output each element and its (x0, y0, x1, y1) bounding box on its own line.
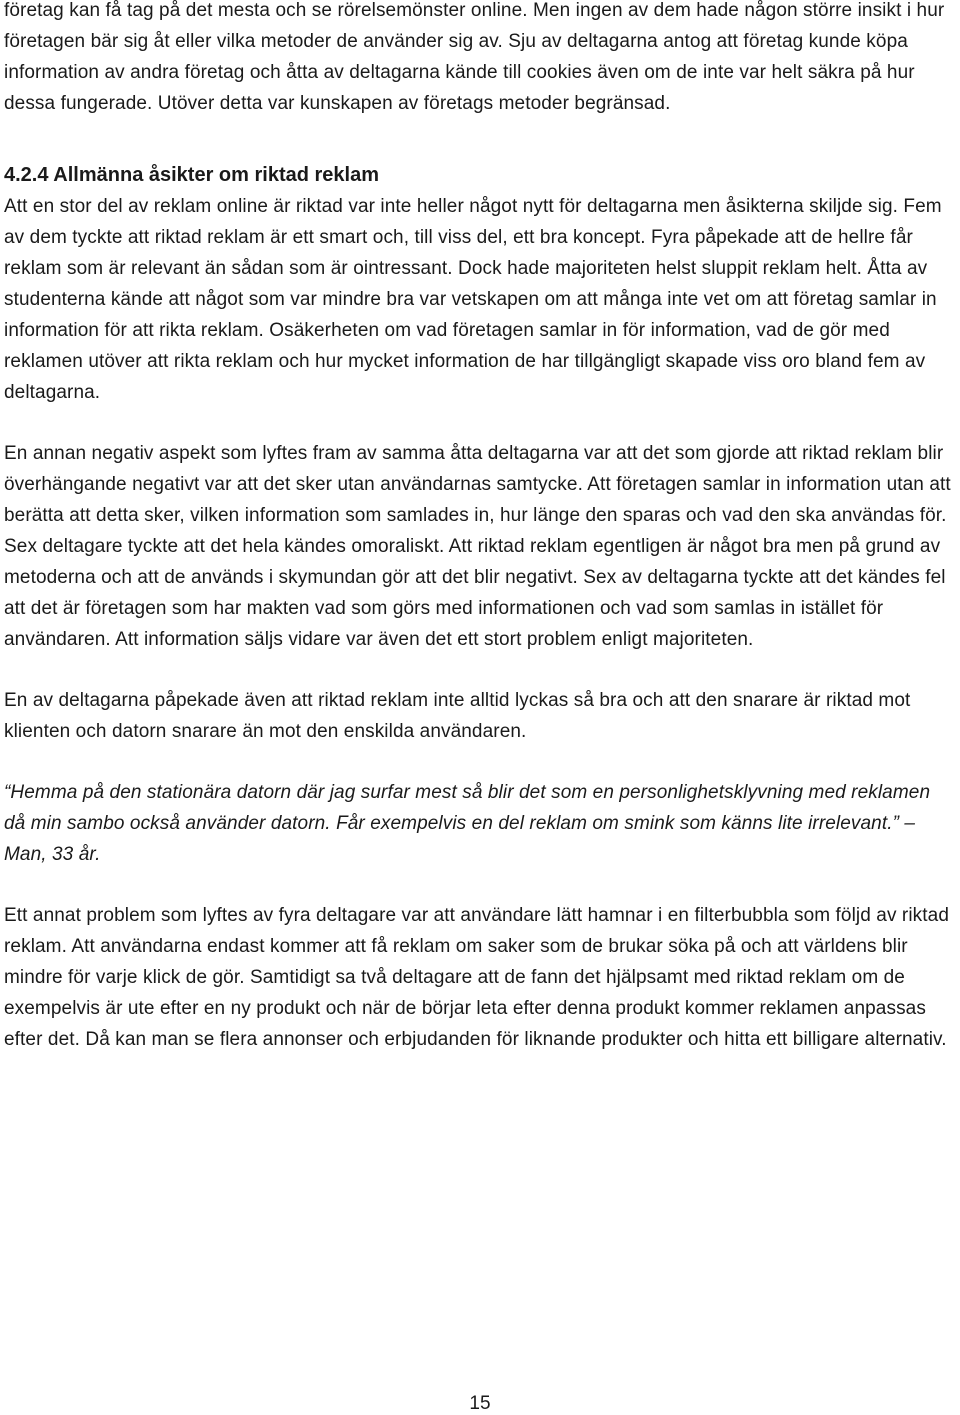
page-number: 15 (469, 1393, 491, 1414)
section-heading: 4.2.4 Allmänna åsikter om riktad reklam (4, 164, 379, 186)
paragraph-opinions: Att en stor del av reklam online är riktad var inte heller något nytt för deltagarna men åsikterna skiljde sig. Fem av dem tyckte att riktad reklam är ett smart och, till viss del, ett bra koncept. Fyra påpekade att de hellre får reklam som är relevant än sådan som är ointressant. Dock hade majoriteten helst sluppit reklam helt. Åtta av studenterna kände att något som var mindre bra var vetskapen om att många inte vet om att företag samlar in information för att rikta reklam. Osäkerheten om vad företagen samlar in för information, vad de gör med reklamen utöver att rikta reklam och hur mycket information de har tillgängligt skapade viss oro bland fem av deltagarna. (4, 196, 942, 403)
paragraph-client-targeting: En av deltagarna påpekade även att riktad reklam inte alltid lyckas så bra och att den snarare är riktad mot klienten och datorn snarare än mot den enskilda användaren. (4, 690, 911, 742)
participant-quote: “Hemma på den stationära datorn där jag surfar mest så blir det som en personlighetsklyvning med reklamen då min sambo också använder datorn. Får exempelvis en del reklam om smink som känns lite irrelevant.” – Man, 33 år. (4, 782, 931, 865)
document-page (4, 0, 956, 1055)
paragraph-filter-bubble: Ett annat problem som lyftes av fyra deltagare var att användare lätt hamnar i en filterbubbla som följd av riktad reklam. Att användarna endast kommer att få reklam om saker som de brukar söka på och att världens blir mindre för varje klick de gör. Samtidigt sa två deltagare att de fann det hjälpsamt med riktad reklam om de exempelvis är ute efter en ny produkt och när de börjar leta efter denna produkt kommer reklamen anpassas efter det. Då kan man se flera annonser och erbjudanden för liknande produkter och hitta ett billigare alternativ. (4, 905, 949, 1050)
paragraph-intro: företag kan få tag på det mesta och se rörelsemönster online. Men ingen av dem hade någon större insikt i hur företagen bär sig åt eller vilka metoder de använder sig av. Sju av deltagarna antog att företag kunde köpa information av andra företag och åtta av deltagarna kände till cookies även om de inte var helt säkra på hur dessa fungerade. Utöver detta var kunskapen av företags metoder begränsad. (4, 0, 945, 114)
paragraph-negative-aspect: En annan negativ aspekt som lyftes fram av samma åtta deltagarna var att det som gjorde att riktad reklam blir överhängande negativt var att det sker utan användarnas samtycke. Att företagen samlar in information utan att berätta att detta sker, vilken information som samlades in, hur länge den sparas och vad den ska användas för. Sex deltagare tyckte att det hela kändes omoraliskt. Att riktad reklam egentligen är något bra men på grund av metoderna och att de används i skymundan gör att det blir negativt. Sex av deltagarna tyckte att det kändes fel att det är företagen som har makten vad som görs med informationen och vad som samlas in istället för användaren. Att information säljs vidare var även det ett stort problem enligt majoriteten. (4, 443, 951, 650)
